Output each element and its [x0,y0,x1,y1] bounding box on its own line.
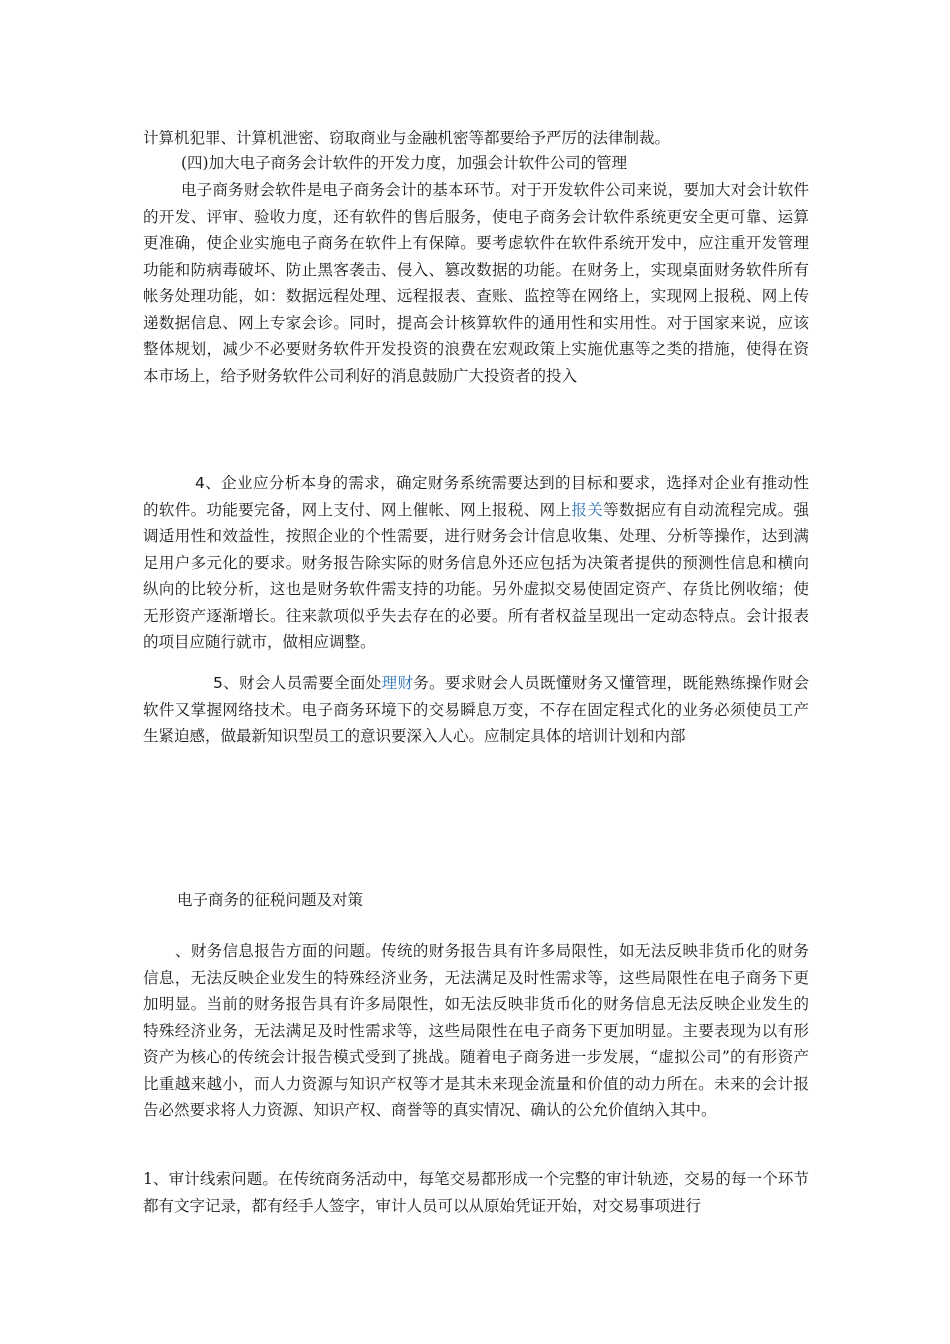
paragraph-5 [143,670,809,750]
paragraph-4-text-a: 、企业应分析本身的需求，确定财务系统需要达到的目标和要求，选择对企业有推动性的软件。功能要完备，网上支付、网上催帐、网上报税、网上 [143,474,809,519]
section-title-tax: 电子商务的征税问题及对策 [177,891,364,909]
paragraph-4-number: 4 [195,474,205,492]
paragraph-5-text-b: 务。要求财会人员既懂财务又懂管理，既能熟练操作财会软件又掌握网络技术。电子商务环境下的交易瞬息万变，不存在固定程式化的业务必须使员工产生紧迫感，做最新知识型员工的意识要深入人心。应制定具体的培训计划和内部 [143,674,809,745]
section-heading-software: (四)加大电子商务会计软件的开发力度，加强会计软件公司的管理 [181,154,628,172]
paragraph-software: 电子商务财会软件是电子商务会计的基本环节。对于开发软件公司来说，要加大对会计软件的开发、评审、验收力度，还有软件的售后服务，使电子商务会计软件系统更安全更可靠、运算更准确，使企业实施电子商务在软件上有保障。要考虑软件在软件系统开发中，应注重开发管理功能和防病毒破坏、防止黑客袭击、侵入、篡改数据的功能。在财务上，实现桌面财务软件所有帐务处理功能，如：数据远程处理、远程报表、查账、监控等在网络上，实现网上报税、网上传递数据信息、网上专家会诊。同时，提高会计核算软件的通用性和实用性。对于国家来说，应该整体规划，减少不必要财务软件开发投资的浪费在宏观政策上实施优惠等之类的措施，使得在资本市场上，给予财务软件公司利好的消息鼓励广大投资者的投入 [143,181,809,385]
paragraph-4-text-b: 等数据应有自动流程完成。强调适用性和效益性，按照企业的个性需要，进行财务会计信息收集、处理、分析等操作，达到满足用户多元化的要求。财务报告除实际的财务信息外还应包括为决策者提供的预测性信息和横向纵向的比较分析，这也是财务软件需支持的功能。另外虚拟交易使固定资产、存货比例收缩；使无形资产逐渐增长。往来款项似乎失去存在的必要。所有者权益呈现出一定动态特点。会计报表的项目应随行就市，做相应调整。 [143,500,809,651]
paragraph-4 [143,470,809,656]
link-customs[interactable]: 报关 [571,500,604,519]
paragraph-5-number: 5 [213,674,223,692]
paragraph-law-sanction: 计算机犯罪、计算机泄密、窃取商业与金融机密等都要给予严厉的法律制裁。 [143,129,671,147]
paragraph-audit-trail: 1、审计线索问题。在传统商务活动中，每笔交易都形成一个完整的审计轨迹，交易的每一个环节都有文字记录，都有经手人签字，审计人员可以从原始凭证开始，对交易事项进行 [143,1170,809,1215]
paragraph-financial-report: 、财务信息报告方面的问题。传统的财务报告具有许多局限性，如无法反映非货币化的财务信息，无法反映企业发生的特殊经济业务，无法满足及时性需求等，这些局限性在电子商务下更加明显。当前的财务报告具有许多局限性，如无法反映非货币化的财务信息无法反映企业发生的特殊经济业务，无法满足及时性需求等，这些局限性在电子商务下更加明显。主要表现为以有形资产为核心的传统会计报告模式受到了挑战。随着电子商务进一步发展，“虚拟公司”的有形资产比重越来越小，而人力资源与知识产权等才是其未来现金流量和价值的动力所在。未来的会计报告必然要求将人力资源、知识产权、商誉等的真实情况、确认的公允价值纳入其中。 [143,942,809,1119]
paragraph-5-text-a: 、财会人员需要全面处 [222,674,382,692]
link-finance[interactable]: 理财 [381,674,414,692]
